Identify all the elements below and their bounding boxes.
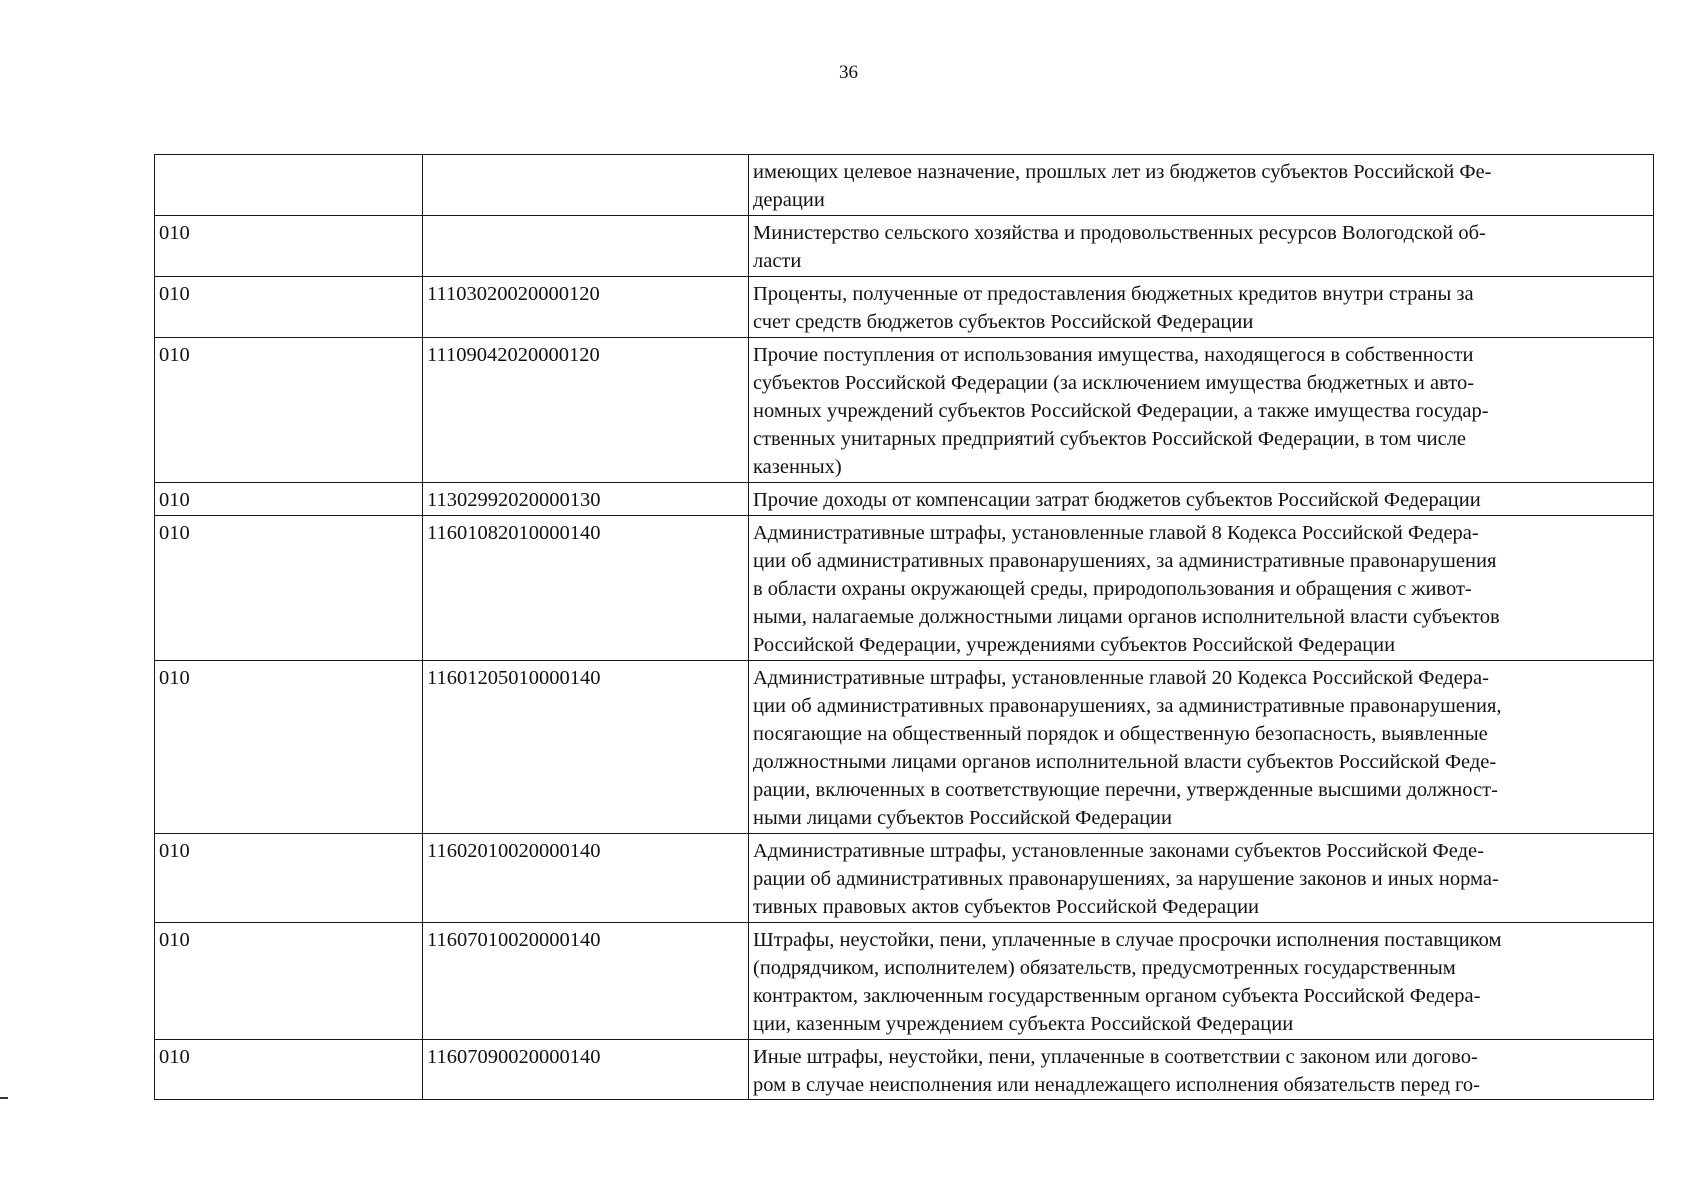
table-row [155,338,1654,483]
admin-code-cell: 010 [155,277,423,338]
table-row [155,661,1654,834]
classification-code-cell: 11607010020000140 [423,923,749,1040]
income-name-cell: Административные штрафы, установленные законами субъектов Российской Феде- рации об административных правонарушениях, за нарушение законов и иных норма- тивных правовых актов субъектов Российской Федерации [749,834,1654,923]
income-name-cell: Административные штрафы, установленные главой 8 Кодекса Российской Федера- ции об административных правонарушениях, за административные правонарушения в области охраны окружающей среды, природопользования и обращения с живот- ными, налагаемые должностными лицами органов исполнительной власти субъектов Российской Федерации, учреждениями субъектов Российской Федерации [749,516,1654,661]
admin-code-cell: 010 [155,923,423,1040]
income-name-cell: Штрафы, неустойки, пени, уплаченные в случае просрочки исполнения поставщиком (подрядчиком, исполнителем) обязательств, предусмотренных государственным контрактом, заключенным государственным органом субъекта Российской Федера- ции, казенным учреждением субъекта Российской Федерации [749,923,1654,1040]
table-row [155,277,1654,338]
admin-code-cell: 010 [155,834,423,923]
income-name-cell: Проценты, полученные от предоставления бюджетных кредитов внутри страны за счет средств бюджетов субъектов Российской Федерации [749,277,1654,338]
admin-code-cell: 010 [155,216,423,277]
admin-code-cell [155,155,423,216]
admin-code-cell: 010 [155,483,423,516]
classification-code-cell: 11109042020000120 [423,338,749,483]
page-number: 36 [839,62,858,83]
classification-code-cell: 11103020020000120 [423,277,749,338]
income-name-cell: Прочие доходы от компенсации затрат бюджетов субъектов Российской Федерации [749,483,1654,516]
admin-code-cell: 010 [155,1040,423,1100]
table-row [155,1040,1654,1100]
admin-code-cell: 010 [155,661,423,834]
income-name-cell: Министерство сельского хозяйства и продовольственных ресурсов Вологодской об- ласти [749,216,1654,277]
admin-code-cell: 010 [155,516,423,661]
classification-code-cell: 11601205010000140 [423,661,749,834]
table-row [155,483,1654,516]
classification-code-cell: 11302992020000130 [423,483,749,516]
table-row [155,216,1654,277]
income-name-cell: Административные штрафы, установленные главой 20 Кодекса Российской Федера- ции об административных правонарушениях, за административные правонарушения, посягающие на общественный порядок и общественную безопасность, выявленные должностными лицами органов исполнительной власти субъектов Российской Феде- рации, включенных в соответствующие перечни, утвержденные высшими должност- ными лицами субъектов Российской Федерации [749,661,1654,834]
classification-code-cell: 11607090020000140 [423,1040,749,1100]
table-row [155,155,1654,216]
table-row [155,923,1654,1040]
income-name-cell: Прочие поступления от использования имущества, находящегося в собственности субъектов Российской Федерации (за исключением имущества бюджетных и авто- номных учреждений субъектов Российской Федерации, а также имущества государ- ственных унитарных предприятий субъектов Российской Федерации, в том числе казенных) [749,338,1654,483]
admin-code-cell: 010 [155,338,423,483]
table-row [155,516,1654,661]
income-name-cell: Иные штрафы, неустойки, пени, уплаченные в соответствии с законом или догово- ром в случае неисполнения или ненадлежащего исполнения обязательств перед го- [749,1040,1654,1100]
classification-code-cell [423,155,749,216]
budget-codes-table [154,154,1654,1100]
income-name-cell: имеющих целевое назначение, прошлых лет из бюджетов субъектов Российской Фе- дерации [749,155,1654,216]
table-body [155,155,1654,1100]
classification-code-cell: 11602010020000140 [423,834,749,923]
margin-mark [0,1097,8,1099]
classification-code-cell [423,216,749,277]
table-row [155,834,1654,923]
classification-code-cell: 11601082010000140 [423,516,749,661]
